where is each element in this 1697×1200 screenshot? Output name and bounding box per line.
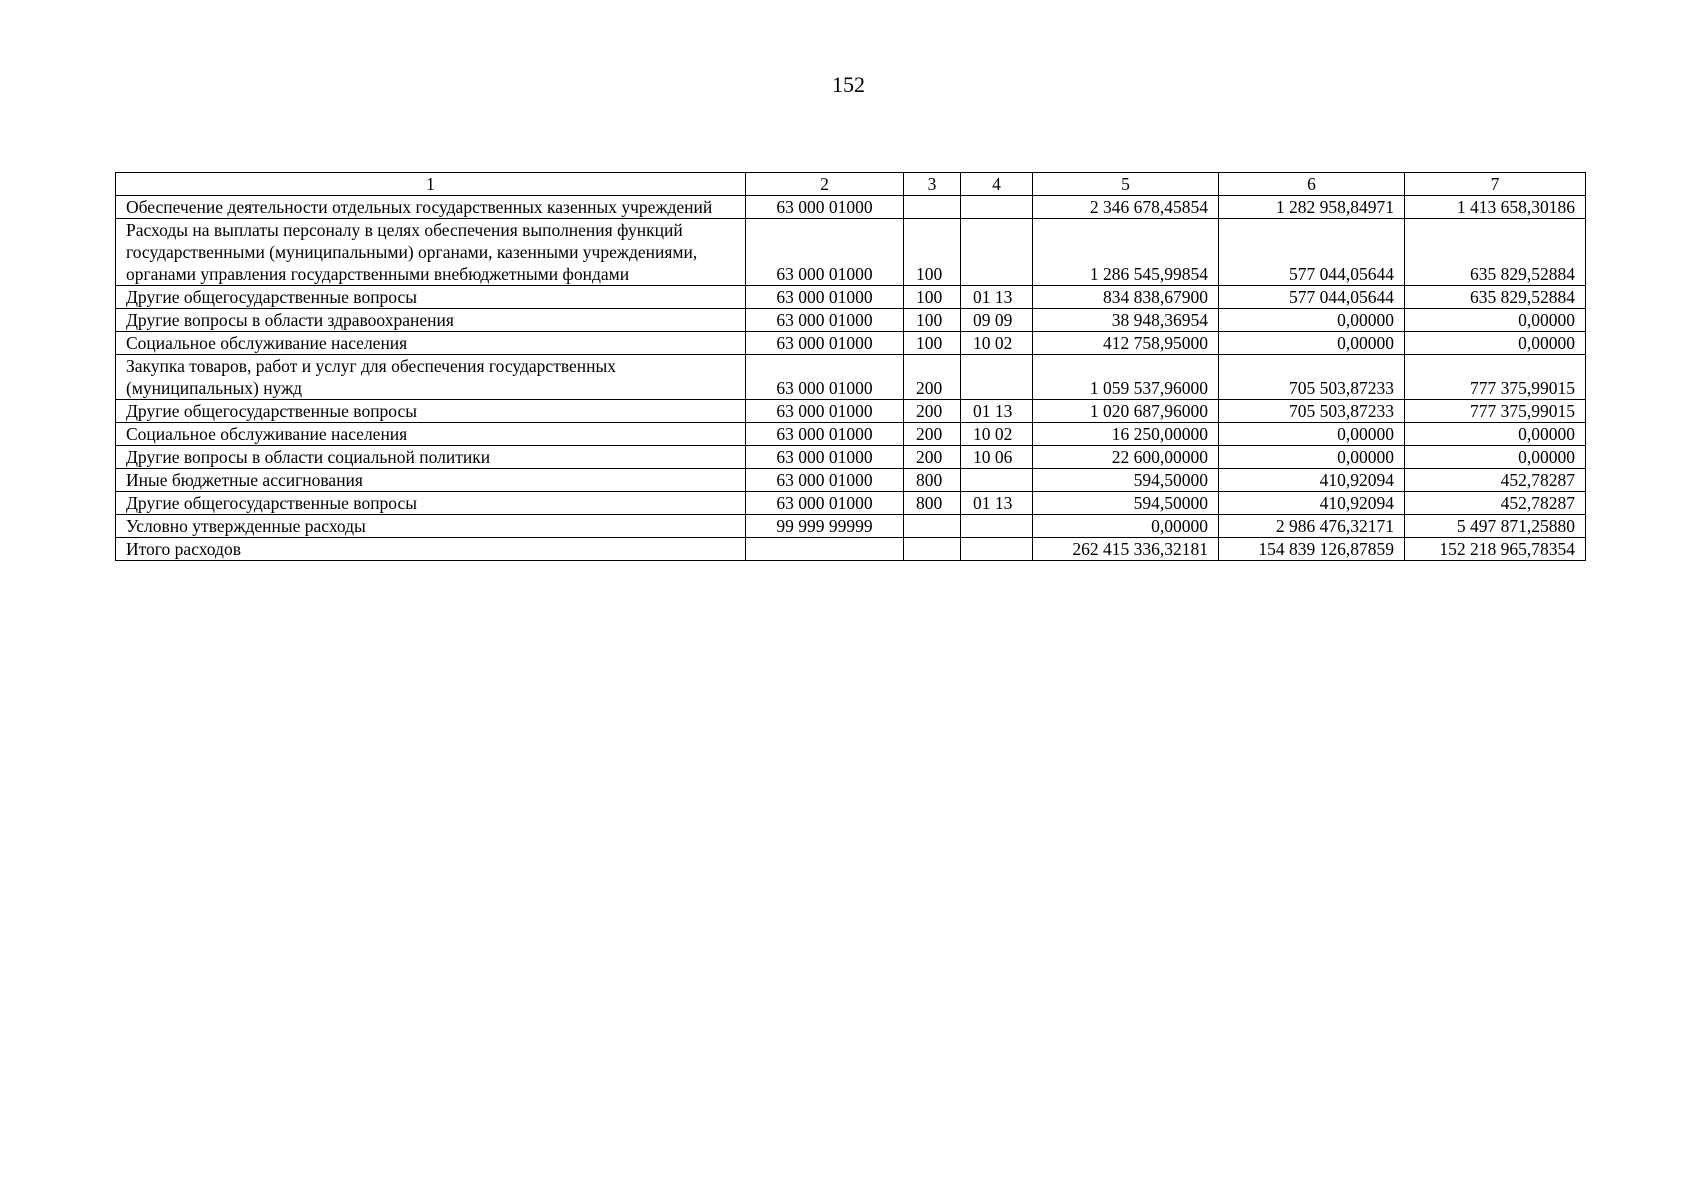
expense-name-cell: Обеспечение деятельности отдельных государственных казенных учреждений <box>116 196 746 219</box>
amount-col7-cell: 0,00000 <box>1405 423 1586 446</box>
expense-name-cell: Другие общегосударственные вопросы <box>116 400 746 423</box>
column-number-header: 1 <box>116 173 746 196</box>
amount-col6-cell: 577 044,05644 <box>1219 286 1405 309</box>
section-code-cell: 10 02 <box>961 423 1033 446</box>
section-code-cell <box>961 355 1033 400</box>
amount-col6-cell: 1 282 958,84971 <box>1219 196 1405 219</box>
amount-col6-cell: 0,00000 <box>1219 332 1405 355</box>
amount-col5-cell: 834 838,67900 <box>1033 286 1219 309</box>
expense-type-code-cell <box>904 538 961 561</box>
amount-col5-cell: 1 286 545,99854 <box>1033 219 1219 286</box>
section-code-cell: 01 13 <box>961 286 1033 309</box>
expense-type-code-cell: 200 <box>904 423 961 446</box>
target-article-code-cell: 63 000 01000 <box>746 332 904 355</box>
amount-col7-cell: 1 413 658,30186 <box>1405 196 1586 219</box>
amount-col7-cell: 777 375,99015 <box>1405 400 1586 423</box>
amount-col7-cell: 635 829,52884 <box>1405 286 1586 309</box>
amount-col7-cell: 777 375,99015 <box>1405 355 1586 400</box>
section-code-cell <box>961 469 1033 492</box>
table-row <box>116 492 1586 515</box>
table-row <box>116 446 1586 469</box>
amount-col6-cell: 0,00000 <box>1219 309 1405 332</box>
table-row <box>116 219 1586 286</box>
table-row <box>116 309 1586 332</box>
column-number-header: 6 <box>1219 173 1405 196</box>
amount-col7-cell: 452,78287 <box>1405 492 1586 515</box>
column-number-header: 2 <box>746 173 904 196</box>
target-article-code-cell: 63 000 01000 <box>746 286 904 309</box>
target-article-code-cell: 63 000 01000 <box>746 423 904 446</box>
expense-name-cell: Социальное обслуживание населения <box>116 332 746 355</box>
amount-col6-cell: 410,92094 <box>1219 469 1405 492</box>
expense-name-cell: Иные бюджетные ассигнования <box>116 469 746 492</box>
amount-col6-cell: 705 503,87233 <box>1219 355 1405 400</box>
expense-name-cell: Социальное обслуживание населения <box>116 423 746 446</box>
target-article-code-cell: 63 000 01000 <box>746 446 904 469</box>
section-code-cell <box>961 196 1033 219</box>
section-code-cell: 01 13 <box>961 492 1033 515</box>
section-code-cell: 01 13 <box>961 400 1033 423</box>
amount-col6-cell: 2 986 476,32171 <box>1219 515 1405 538</box>
expense-name-cell: Итого расходов <box>116 538 746 561</box>
expense-type-code-cell: 100 <box>904 332 961 355</box>
expense-type-code-cell: 100 <box>904 219 961 286</box>
table-row <box>116 400 1586 423</box>
target-article-code-cell: 63 000 01000 <box>746 309 904 332</box>
amount-col7-cell: 152 218 965,78354 <box>1405 538 1586 561</box>
expense-type-code-cell: 200 <box>904 400 961 423</box>
amount-col6-cell: 0,00000 <box>1219 423 1405 446</box>
section-code-cell <box>961 538 1033 561</box>
amount-col6-cell: 577 044,05644 <box>1219 219 1405 286</box>
amount-col5-cell: 22 600,00000 <box>1033 446 1219 469</box>
target-article-code-cell <box>746 538 904 561</box>
expense-type-code-cell <box>904 196 961 219</box>
expense-type-code-cell: 100 <box>904 286 961 309</box>
target-article-code-cell: 63 000 01000 <box>746 492 904 515</box>
table-row <box>116 332 1586 355</box>
expense-name-cell: Другие общегосударственные вопросы <box>116 286 746 309</box>
amount-col5-cell: 1 020 687,96000 <box>1033 400 1219 423</box>
column-number-header: 5 <box>1033 173 1219 196</box>
target-article-code-cell: 63 000 01000 <box>746 196 904 219</box>
expense-name-cell: Условно утвержденные расходы <box>116 515 746 538</box>
amount-col5-cell: 2 346 678,45854 <box>1033 196 1219 219</box>
table-row <box>116 286 1586 309</box>
amount-col5-cell: 1 059 537,96000 <box>1033 355 1219 400</box>
table-row <box>116 469 1586 492</box>
expense-name-cell: Закупка товаров, работ и услуг для обеспечения государственных (муниципальных) нужд <box>116 355 746 400</box>
amount-col6-cell: 0,00000 <box>1219 446 1405 469</box>
section-code-cell: 10 02 <box>961 332 1033 355</box>
amount-col6-cell: 705 503,87233 <box>1219 400 1405 423</box>
section-code-cell: 10 06 <box>961 446 1033 469</box>
expense-name-cell: Расходы на выплаты персоналу в целях обеспечения выполнения функций государственными (муниципальными) органами, казенными учреждениями, органами управления государственными внебюджетными фондами <box>116 219 746 286</box>
amount-col5-cell: 262 415 336,32181 <box>1033 538 1219 561</box>
column-number-header: 3 <box>904 173 961 196</box>
expense-name-cell: Другие вопросы в области социальной политики <box>116 446 746 469</box>
table-row <box>116 423 1586 446</box>
table-row <box>116 196 1586 219</box>
target-article-code-cell: 63 000 01000 <box>746 355 904 400</box>
section-code-cell <box>961 219 1033 286</box>
target-article-code-cell: 63 000 01000 <box>746 400 904 423</box>
amount-col5-cell: 16 250,00000 <box>1033 423 1219 446</box>
table-body <box>116 196 1586 561</box>
amount-col6-cell: 410,92094 <box>1219 492 1405 515</box>
expense-type-code-cell: 100 <box>904 309 961 332</box>
expense-name-cell: Другие вопросы в области здравоохранения <box>116 309 746 332</box>
column-number-header: 7 <box>1405 173 1586 196</box>
amount-col7-cell: 0,00000 <box>1405 446 1586 469</box>
amount-col7-cell: 635 829,52884 <box>1405 219 1586 286</box>
section-code-cell <box>961 515 1033 538</box>
amount-col7-cell: 0,00000 <box>1405 332 1586 355</box>
amount-col5-cell: 38 948,36954 <box>1033 309 1219 332</box>
expense-type-code-cell: 800 <box>904 469 961 492</box>
section-code-cell: 09 09 <box>961 309 1033 332</box>
amount-col7-cell: 0,00000 <box>1405 309 1586 332</box>
amount-col5-cell: 594,50000 <box>1033 469 1219 492</box>
amount-col7-cell: 5 497 871,25880 <box>1405 515 1586 538</box>
amount-col7-cell: 452,78287 <box>1405 469 1586 492</box>
expense-type-code-cell: 200 <box>904 355 961 400</box>
target-article-code-cell: 99 999 99999 <box>746 515 904 538</box>
page-number: 152 <box>832 72 865 97</box>
amount-col5-cell: 0,00000 <box>1033 515 1219 538</box>
column-number-header: 4 <box>961 173 1033 196</box>
amount-col6-cell: 154 839 126,87859 <box>1219 538 1405 561</box>
amount-col5-cell: 412 758,95000 <box>1033 332 1219 355</box>
expenditure-table <box>115 172 1586 561</box>
column-number-row <box>116 173 1586 196</box>
target-article-code-cell: 63 000 01000 <box>746 469 904 492</box>
table-row <box>116 355 1586 400</box>
expense-type-code-cell <box>904 515 961 538</box>
amount-col5-cell: 594,50000 <box>1033 492 1219 515</box>
table-row <box>116 515 1586 538</box>
expense-type-code-cell: 800 <box>904 492 961 515</box>
target-article-code-cell: 63 000 01000 <box>746 219 904 286</box>
expense-type-code-cell: 200 <box>904 446 961 469</box>
total-row <box>116 538 1586 561</box>
expense-name-cell: Другие общегосударственные вопросы <box>116 492 746 515</box>
